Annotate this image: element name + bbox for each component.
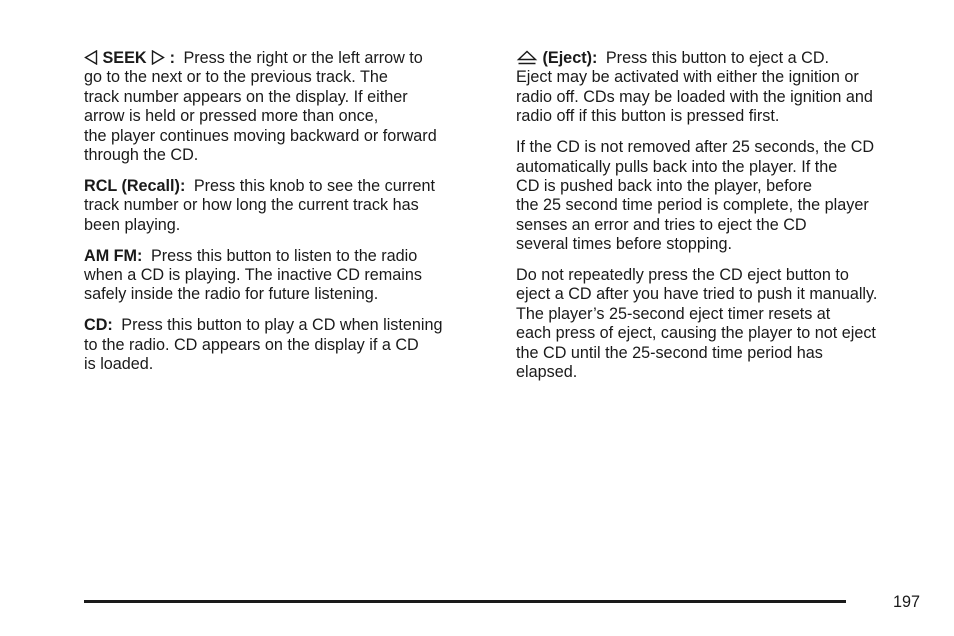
amfm-line: when a CD is playing. The inactive CD remains [84,266,422,285]
seek-line: through the CD. [84,146,199,165]
rcl-term: RCL (Recall): [84,176,186,195]
eject-warning-line: The player’s 25-second eject timer resets at [516,304,831,323]
rcl-line: track number or how long the current track has [84,196,419,215]
seek-first-line [84,49,494,68]
seek-line: the player continues moving backward or forward [84,126,437,145]
auto-retract-line: automatically pulls back into the player. If the [516,157,838,176]
seek-colon: : [169,49,175,67]
eject-warning-line: each press of eject, causing the player to not eject [516,324,876,343]
seek-line: go to the next or to the previous track. The [84,68,388,87]
eject-warning-line: elapsed. [516,363,578,382]
auto-retract-paragraph [516,138,926,254]
eject-warning-line: eject a CD after you have tried to push it manually. [516,285,878,304]
eject-term: (Eject): [542,49,598,67]
right-triangle-arrow-icon [151,50,165,65]
eject-warning-line: Do not repeatedly press the CD eject button to [516,266,849,285]
rcl-text: Press this knob to see the current [193,176,435,195]
auto-retract-line: several times before stopping. [516,235,732,254]
cd-term: CD: [84,316,113,335]
auto-retract-line: senses an error and tries to eject the CD [516,215,807,234]
seek-paragraph [84,49,494,165]
eject-first-line [516,49,926,68]
eject-paragraph [516,49,926,127]
rcl-paragraph [84,177,494,235]
auto-retract-line: CD is pushed back into the player, before [516,176,813,195]
cd-text: Press this button to play a CD when listening [121,316,443,335]
eject-icon [516,50,538,65]
amfm-text: Press this button to listen to the radio [150,246,418,265]
eject-line: radio off if this button is pressed first. [516,107,780,126]
eject-line: Eject may be activated with either the ignition or [516,68,859,87]
eject-text: Press this button to eject a CD. [605,49,830,67]
eject-line: radio off. CDs may be loaded with the ignition and [516,87,873,106]
auto-retract-line: the 25 second time period is complete, the player [516,196,869,215]
eject-warning-paragraph [516,266,926,382]
rcl-first-line [84,177,494,196]
cd-line: to the radio. CD appears on the display if a CD [84,335,419,354]
auto-retract-line: If the CD is not removed after 25 seconds, the CD [516,138,875,157]
page-number: 197 [892,593,920,611]
cd-first-line [84,316,494,335]
left-triangle-arrow-icon [84,50,98,65]
amfm-first-line [84,247,494,266]
seek-line: arrow is held or pressed more than once, [84,107,379,126]
amfm-term: AM FM: [84,246,143,265]
seek-line: track number appears on the display. If either [84,87,408,106]
footer-rule [84,600,846,603]
cd-line: is loaded. [84,355,154,374]
cd-paragraph [84,316,494,374]
eject-warning-line: the CD until the 25-second time period has [516,343,823,362]
left-column [84,49,494,386]
seek-text: Press the right or the left arrow to [183,49,423,67]
amfm-line: safely inside the radio for future listening. [84,285,379,304]
right-column [516,49,926,394]
seek-term: SEEK [102,49,147,67]
rcl-line: been playing. [84,215,181,234]
amfm-paragraph [84,247,494,305]
